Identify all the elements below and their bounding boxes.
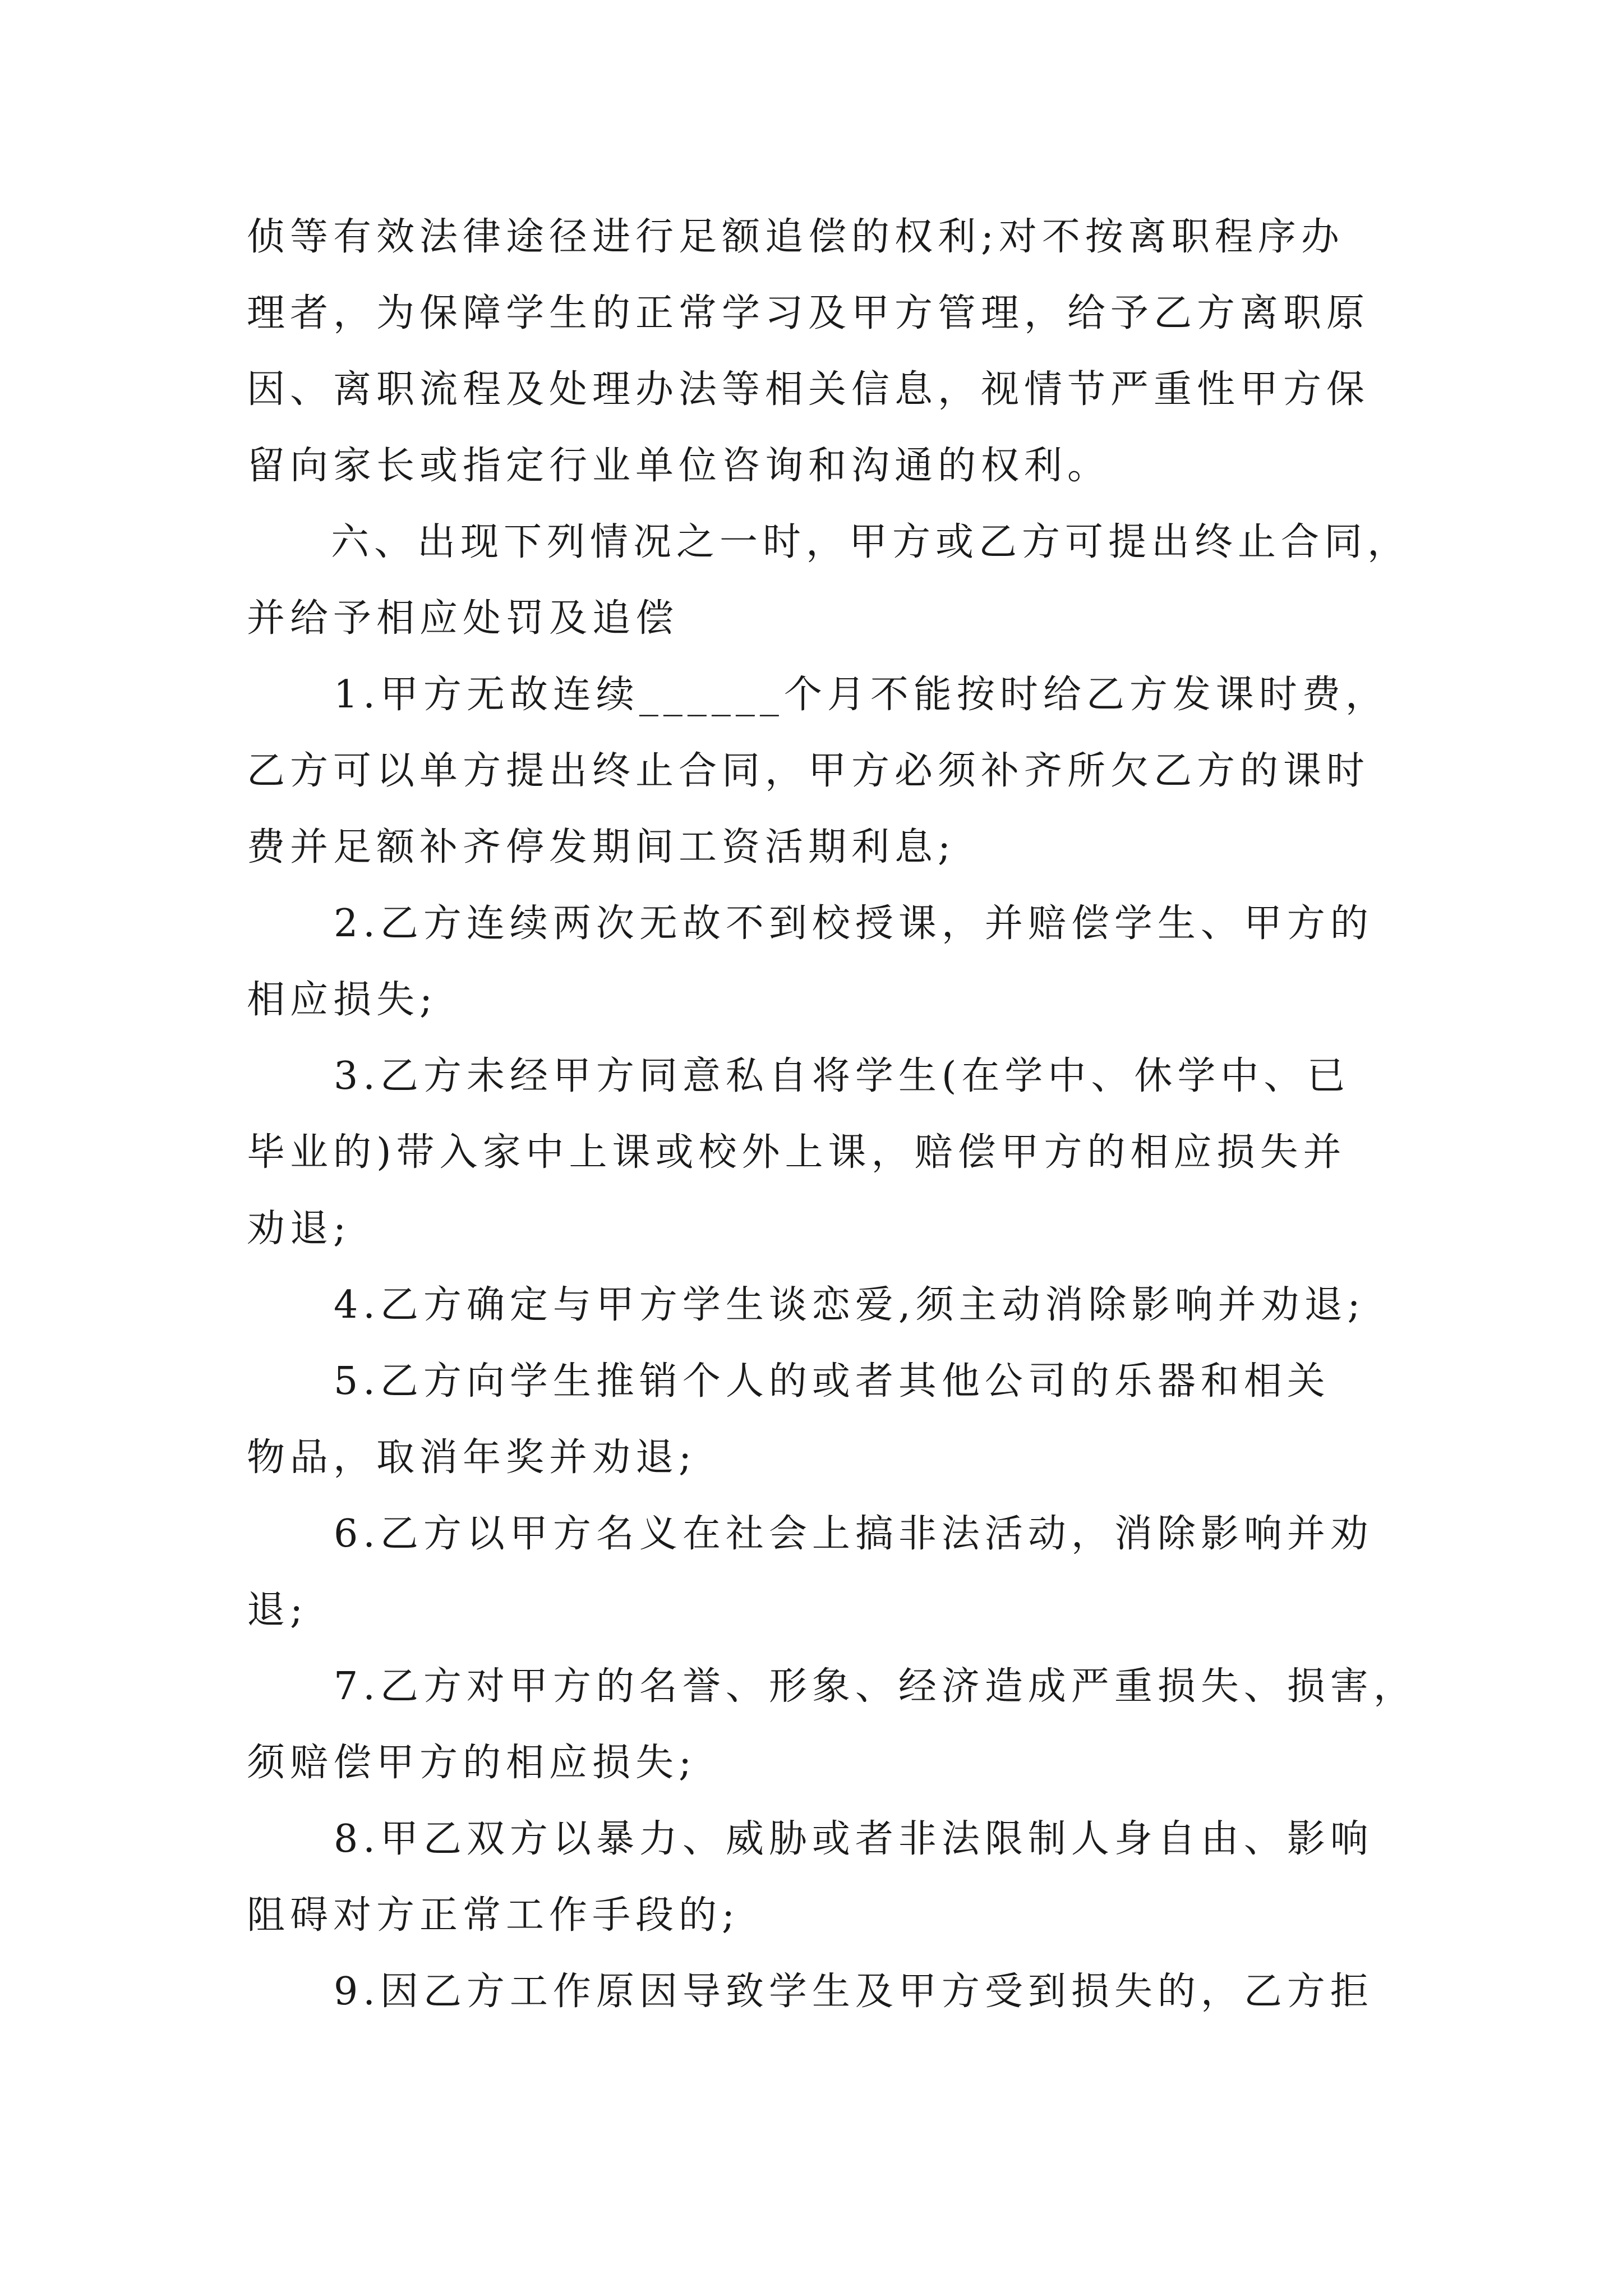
paragraph-section-6-heading bbox=[247, 504, 1411, 657]
text-line: 须赔偿甲方的相应损失; bbox=[247, 1741, 697, 1785]
list-item-1 bbox=[247, 657, 1389, 886]
list-item-5 bbox=[247, 1343, 1380, 1496]
text-line: 5.乙方向学生推销个人的或者其他公司的乐器和相关 bbox=[334, 1359, 1330, 1404]
list-item-4 bbox=[247, 1267, 1380, 1343]
text-line: 六、出现下列情况之一时，甲方或乙方可提出终止合同， bbox=[331, 520, 1411, 564]
list-item-3 bbox=[247, 1038, 1380, 1267]
list-item-6 bbox=[247, 1496, 1380, 1649]
text-line: 乙方可以单方提出终止合同，甲方必须补齐所欠乙方的课时 bbox=[247, 749, 1370, 793]
text-line: 理者，为保障学生的正常学习及甲方管理，给予乙方离职原 bbox=[247, 291, 1370, 335]
text-line: 侦等有效法律途径进行足额追偿的权利;对不按离职程序办 bbox=[247, 215, 1344, 259]
text-line: 相应损失; bbox=[247, 978, 437, 1022]
paragraph-clause-5-end bbox=[247, 199, 1380, 504]
text-line: 1.甲方无故连续______个月不能按时给乙方发课时费， bbox=[334, 673, 1389, 717]
text-line: 6.乙方以甲方名义在社会上搞非法活动，消除影响并劝 bbox=[334, 1512, 1373, 1556]
list-item-2 bbox=[247, 886, 1380, 1038]
list-item-7 bbox=[247, 1649, 1417, 1801]
text-line: 2.乙方连续两次无故不到校授课，并赔偿学生、甲方的 bbox=[334, 901, 1373, 946]
text-line: 并给予相应处罚及追偿 bbox=[247, 596, 679, 641]
text-line: 物品，取消年奖并劝退; bbox=[247, 1435, 697, 1480]
text-line: 费并足额补齐停发期间工资活期利息; bbox=[247, 825, 956, 869]
text-line: 阻碍对方正常工作手段的; bbox=[247, 1893, 740, 1938]
text-line: 8.甲乙双方以暴力、威胁或者非法限制人身自由、影响 bbox=[334, 1817, 1373, 1861]
text-line: 因、离职流程及处理办法等相关信息，视情节严重性甲方保 bbox=[247, 367, 1370, 412]
text-line: 留向家长或指定行业单位咨询和沟通的权利。 bbox=[247, 444, 1111, 488]
text-line: 3.乙方未经甲方同意私自将学生(在学中、休学中、已 bbox=[334, 1054, 1350, 1098]
text-line: 毕业的)带入家中上课或校外上课，赔偿甲方的相应损失并 bbox=[247, 1130, 1347, 1175]
list-item-8 bbox=[247, 1801, 1380, 1954]
text-line: 退; bbox=[247, 1588, 308, 1632]
list-item-9 bbox=[247, 1954, 1380, 2030]
document-body bbox=[247, 199, 1417, 2030]
text-line: 4.乙方确定与甲方学生谈恋爱,须主动消除影响并劝退; bbox=[334, 1283, 1366, 1327]
text-line: 劝退; bbox=[247, 1207, 351, 1251]
text-line: 7.乙方对甲方的名誉、形象、经济造成严重损失、损害， bbox=[334, 1664, 1417, 1709]
text-line: 9.因乙方工作原因导致学生及甲方受到损失的，乙方拒 bbox=[334, 1970, 1373, 2014]
